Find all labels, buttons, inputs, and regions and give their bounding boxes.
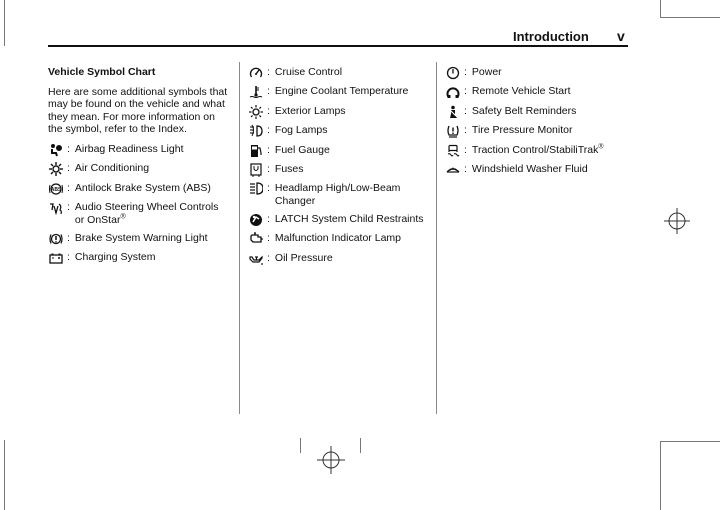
colon-separator: : (67, 251, 70, 264)
washer-fluid-icon (445, 163, 461, 177)
colon-separator: : (267, 232, 270, 245)
cruise-control-icon (248, 66, 264, 80)
registered-mark: ® (120, 213, 126, 221)
header-rule (48, 45, 628, 47)
colon-separator: : (267, 66, 270, 78)
symbol-label: Audio Steering Wheel Controls or OnStar (74, 201, 219, 226)
crop-mark-top-right-horizontal (660, 17, 720, 18)
symbol-entry (248, 252, 430, 266)
symbol-label: Safety Belt Reminders (471, 104, 577, 117)
crop-mark-top-right-vertical (660, 0, 661, 18)
brake-warning-icon (48, 232, 64, 246)
symbol-entry (445, 85, 660, 99)
colon-separator: : (267, 124, 270, 137)
section-heading: Vehicle Symbol Chart (48, 66, 156, 78)
symbol-label: Antilock Brake System (ABS) (74, 181, 211, 194)
colon-separator: : (267, 182, 270, 195)
latch-icon (248, 213, 264, 227)
registration-mark-right (664, 208, 690, 234)
crop-mark-bottom-right-horizontal (660, 441, 720, 442)
symbol-entry (445, 105, 660, 119)
colon-separator: : (464, 162, 467, 175)
symbol-entry (248, 124, 430, 138)
symbol-label: Airbag Readiness Light (74, 142, 184, 155)
symbol-entry (445, 144, 660, 158)
crop-mark-bottom-right-vertical (660, 441, 661, 510)
steering-wheel-controls-icon (48, 201, 64, 215)
malfunction-lamp-icon (248, 232, 264, 246)
colon-separator: : (267, 85, 270, 98)
column-1 (48, 66, 230, 271)
crop-mark-bottom-center (300, 438, 301, 453)
colon-separator: : (464, 66, 467, 78)
oil-pressure-icon (248, 252, 264, 266)
remote-start-icon (445, 85, 461, 99)
battery-icon (48, 251, 64, 265)
colon-separator: : (464, 124, 467, 137)
symbol-label: Charging System (74, 251, 156, 264)
colon-separator: : (267, 212, 270, 225)
power-icon (445, 66, 461, 80)
symbol-label: LATCH System Child Restraints (274, 212, 424, 225)
safety-belt-icon (445, 105, 461, 119)
symbol-entry (445, 124, 660, 138)
symbol-label: Traction Control/StabiliTrak (471, 143, 599, 156)
fuses-icon (248, 163, 264, 177)
symbol-label: Malfunction Indicator Lamp (274, 232, 401, 245)
column-2 (248, 66, 430, 271)
intro-paragraph: Here are some additional symbols that may be found on the vehicle and what they mean. For more information on the symbol, refer to the Index. (48, 85, 228, 136)
symbol-label: Brake System Warning Light (74, 231, 208, 244)
symbol-entry (48, 251, 230, 265)
crop-mark-bottom-center-right (360, 438, 361, 453)
symbol-label: Headlamp High/Low-Beam Changer (274, 182, 401, 207)
symbol-entry (48, 182, 230, 196)
svg-text:ABS: ABS (50, 186, 62, 193)
column-3 (445, 66, 660, 182)
symbol-entry (248, 232, 430, 246)
symbol-label: Cruise Control (274, 66, 343, 78)
page-number: v (617, 28, 625, 44)
colon-separator: : (267, 143, 270, 156)
symbol-label-with-mark (472, 144, 660, 157)
symbol-entry (445, 163, 660, 177)
symbol-label: Fuel Gauge (274, 143, 330, 156)
colon-separator: : (67, 201, 70, 214)
air-conditioning-icon (48, 162, 64, 176)
symbol-label: Engine Coolant Temperature (274, 85, 409, 98)
symbol-label: Power (471, 66, 502, 78)
symbol-entry (445, 66, 660, 80)
colon-separator: : (67, 231, 70, 244)
symbol-entry (248, 66, 430, 80)
symbol-label: Remote Vehicle Start (471, 85, 571, 98)
symbol-label: Windshield Washer Fluid (471, 162, 588, 175)
exterior-lamps-icon (248, 105, 264, 119)
colon-separator: : (464, 85, 467, 98)
symbol-entry (248, 144, 430, 158)
colon-separator: : (67, 181, 70, 194)
colon-separator: : (67, 162, 70, 175)
symbol-entry (48, 143, 230, 157)
fog-lamps-icon (248, 124, 264, 138)
colon-separator: : (267, 162, 270, 175)
headlamp-changer-icon (248, 182, 264, 196)
fuel-gauge-icon (248, 144, 264, 158)
crop-mark-bottom-left (4, 440, 5, 510)
colon-separator: : (267, 251, 270, 264)
symbol-label: Fuses (274, 162, 304, 175)
symbol-label-with-mark (75, 201, 230, 226)
symbol-entry (248, 105, 430, 119)
symbol-entry (248, 213, 430, 227)
colon-separator: : (267, 104, 270, 117)
crop-mark-top-left (4, 0, 5, 46)
airbag-icon (48, 143, 64, 157)
symbol-entry (248, 163, 430, 177)
registered-mark: ® (598, 143, 604, 151)
tire-pressure-icon (445, 124, 461, 138)
symbol-label: Exterior Lamps (274, 104, 346, 117)
symbol-entry (248, 182, 430, 207)
symbol-entry (48, 232, 230, 246)
colon-separator: : (67, 142, 70, 155)
symbol-label: Fog Lamps (274, 124, 328, 137)
abs-icon (48, 182, 64, 196)
registration-mark-bottom (317, 446, 345, 474)
symbol-entry (248, 85, 430, 99)
colon-separator: : (464, 143, 467, 156)
colon-separator: : (464, 104, 467, 117)
symbol-entry (48, 201, 230, 226)
symbol-label: Tire Pressure Monitor (471, 124, 573, 137)
symbol-label: Air Conditioning (74, 162, 150, 175)
symbol-label: Oil Pressure (274, 251, 333, 264)
symbol-entry (48, 162, 230, 176)
traction-control-icon (445, 144, 461, 158)
coolant-temperature-icon (248, 85, 264, 99)
column-divider-1 (239, 62, 240, 414)
running-header-title: Introduction (513, 29, 589, 44)
column-divider-2 (436, 62, 437, 414)
